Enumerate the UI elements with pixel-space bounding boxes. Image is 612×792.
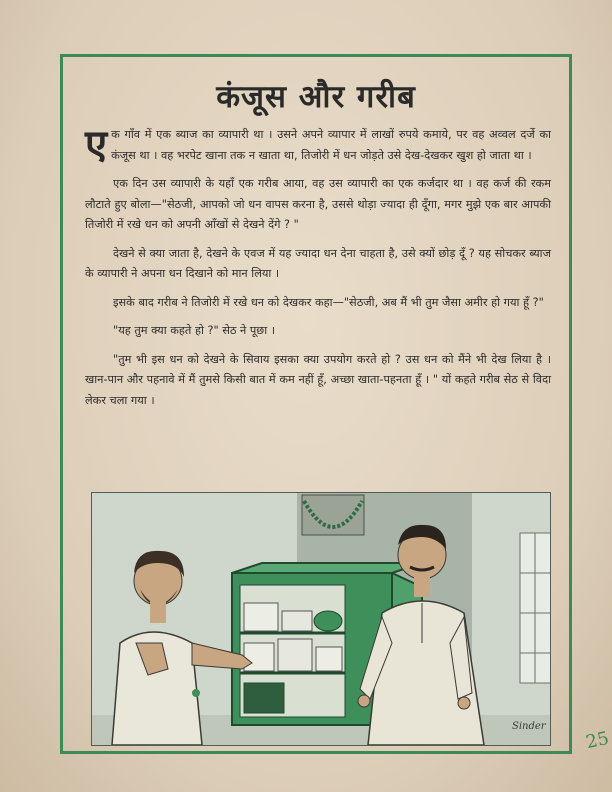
story-frame: [60, 54, 572, 754]
paragraph-5: "यह तुम क्या कहते हो ?" सेठ ने पूछा ।: [113, 324, 276, 337]
paragraph-1: [85, 122, 551, 168]
story-text: [85, 122, 551, 419]
paragraph-4: इसके बाद गरीब ने तिजोरी में रखे धन को देखकर कहा—"सेठजी, अब मैं भी तुम जैसा अमीर हो गया हूँ ?": [113, 295, 544, 309]
paragraph-2: एक दिन उस व्यापारी के यहाँ एक गरीब आया, वह उस व्यापारी का एक कर्जदार था । वह कर्ज की रकम लौटाते हुए बोला—"सेठजी, आपको जो धन वापस करना है, उससे थोड़ा ज्यादा ही दूँगा, मगर मुझे एक बार आपकी तिजोरी में रखे धन को अपनी आँखों से देखने देंगे ? ": [85, 177, 551, 231]
story-illustration: [91, 492, 551, 746]
paragraph-6: "तुम भी इस धन को देखने के सिवाय इसका क्या उपयोग करते हो ? उस धन को मैंने भी देख लिया है । खान-पान और पहनावे में मैं तुमसे किसी बात में कम नहीं हूँ, अच्छा खाता-पहनता हूँ । " यों कहते गरीब सेठ से विदा लेकर चला गया ।: [85, 352, 551, 407]
paragraph-1-text: क गाँव में एक ब्याज का व्यापारी था । उसने अपने व्यापार में लाखों रुपये कमाये, पर वह अव्वल दर्जे का कंजूस था । वह भरपेट खाना तक न खाता था, तिजोरी में धन जोड़ते उसे देख-देखकर खुश हो जाता था ।: [111, 128, 551, 162]
paragraph-3: देखने से क्या जाता है, देखने के एवज में यह ज्यादा धन देना चाहता है, उसे क्यों छोड़ दूँ ? यह सोचकर ब्याज के व्यापारी ने अपना धन दिखाने को मान लिया ।: [85, 246, 551, 280]
artist-signature: Sinder: [512, 721, 546, 732]
drop-cap: ए: [85, 122, 108, 168]
illustration-svg: [92, 493, 550, 745]
page-number: 25: [584, 727, 611, 754]
page-title: कंजूस और गरीब: [216, 79, 416, 115]
